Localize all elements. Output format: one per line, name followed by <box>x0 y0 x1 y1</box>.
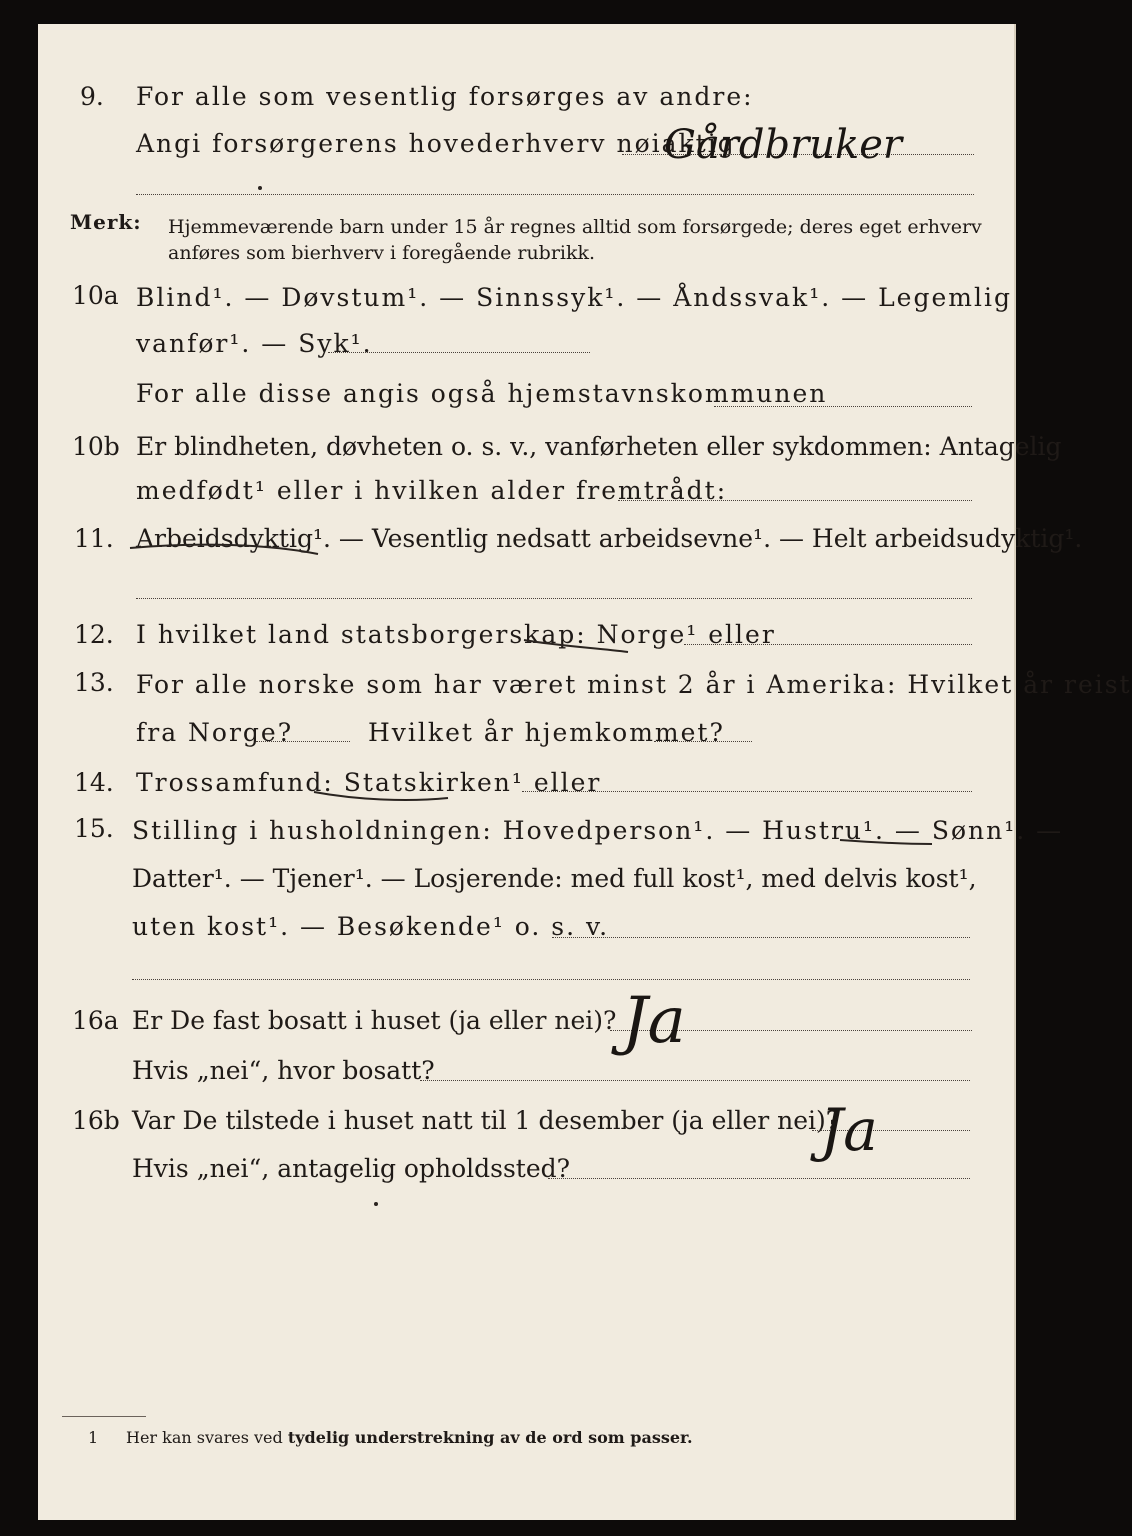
merk-line1: Hjemmeværende barn under 15 år regnes alltid som forsørgede; deres eget erhverv <box>168 216 982 238</box>
q11-options: Arbeidsdyktig¹. — Vesentlig nedsatt arbeidsevne¹. — Helt arbeidsudyktig¹. <box>136 524 1083 553</box>
q10a-number: 10a <box>72 281 119 310</box>
q16a-line2: Hvis „nei“, hvor bosatt? <box>132 1056 435 1085</box>
footnote-mark: 1 <box>88 1428 99 1447</box>
q15-line3: uten kost¹. — Besøkende¹ o. s. v. <box>132 912 610 941</box>
q16b-line1: Var De tilstede i huset natt til 1 desember (ja eller nei)? <box>132 1106 840 1135</box>
q10a-line2: vanfør¹. — Syk¹. <box>136 329 373 358</box>
q10a-line1: Blind¹. — Døvstum¹. — Sinnssyk¹. — Åndssvak¹. — Legemlig <box>136 283 1012 312</box>
q10a-line3: For alle disse angis også hjemstavnskommunen <box>136 379 828 408</box>
q9-number: 9. <box>80 82 104 111</box>
q9-line2: Angi forsørgerens hovederhverv nøiaktig <box>136 129 736 158</box>
q16b-number: 16b <box>72 1106 120 1135</box>
pen-underlines <box>38 24 1014 1520</box>
q15-line1: Stilling i husholdningen: Hovedperson¹. — Hustru¹. — Sønn¹. — <box>132 816 1064 845</box>
q16b-line2: Hvis „nei“, antagelig opholdssted? <box>132 1154 571 1183</box>
q10b-line1: Er blindheten, døvheten o. s. v., vanførheten eller sykdommen: Antagelig <box>136 432 1062 461</box>
svg-text:Ja: Ja <box>622 984 686 1058</box>
q13-line1: For alle norske som har været minst 2 år i Amerika: Hvilket år reist <box>136 670 1132 699</box>
q13-number: 13. <box>74 668 114 697</box>
q14-number: 14. <box>74 768 114 797</box>
census-form-page <box>38 24 1132 1520</box>
q9-line1: For alle som vesentlig forsørges av andre: <box>136 82 754 111</box>
svg-text:Gårdbruker: Gårdbruker <box>664 122 903 168</box>
q12-number: 12. <box>74 620 114 649</box>
q10b-number: 10b <box>72 432 120 461</box>
q11-number: 11. <box>74 524 114 553</box>
q14-text: Trossamfund: Statskirken¹ eller <box>136 768 602 797</box>
q15-line2: Datter¹. — Tjener¹. — Losjerende: med full kost¹, med delvis kost¹, <box>132 864 977 893</box>
merk-line2: anføres som bierhverv i foregående rubrikk. <box>168 242 596 264</box>
q16a-line1: Er De fast bosatt i huset (ja eller nei)? <box>132 1006 617 1035</box>
q12-text: I hvilket land statsborgerskap: Norge¹ eller <box>136 620 776 649</box>
merk-label: Merk: <box>70 210 142 234</box>
q16a-number: 16a <box>72 1006 119 1035</box>
footnote-text-a: Her kan svares ved <box>126 1428 283 1447</box>
q15-number: 15. <box>74 814 114 843</box>
q10b-line2: medfødt¹ eller i hvilken alder fremtrådt: <box>136 476 728 505</box>
footnote-text-b: tydelig understrekning av de ord som passer. <box>287 1428 693 1447</box>
svg-text:Ja: Ja <box>820 1096 878 1164</box>
q13-line2a: fra Norge? <box>136 718 294 747</box>
q13-line2b: Hvilket år hjemkommet? <box>368 718 725 747</box>
